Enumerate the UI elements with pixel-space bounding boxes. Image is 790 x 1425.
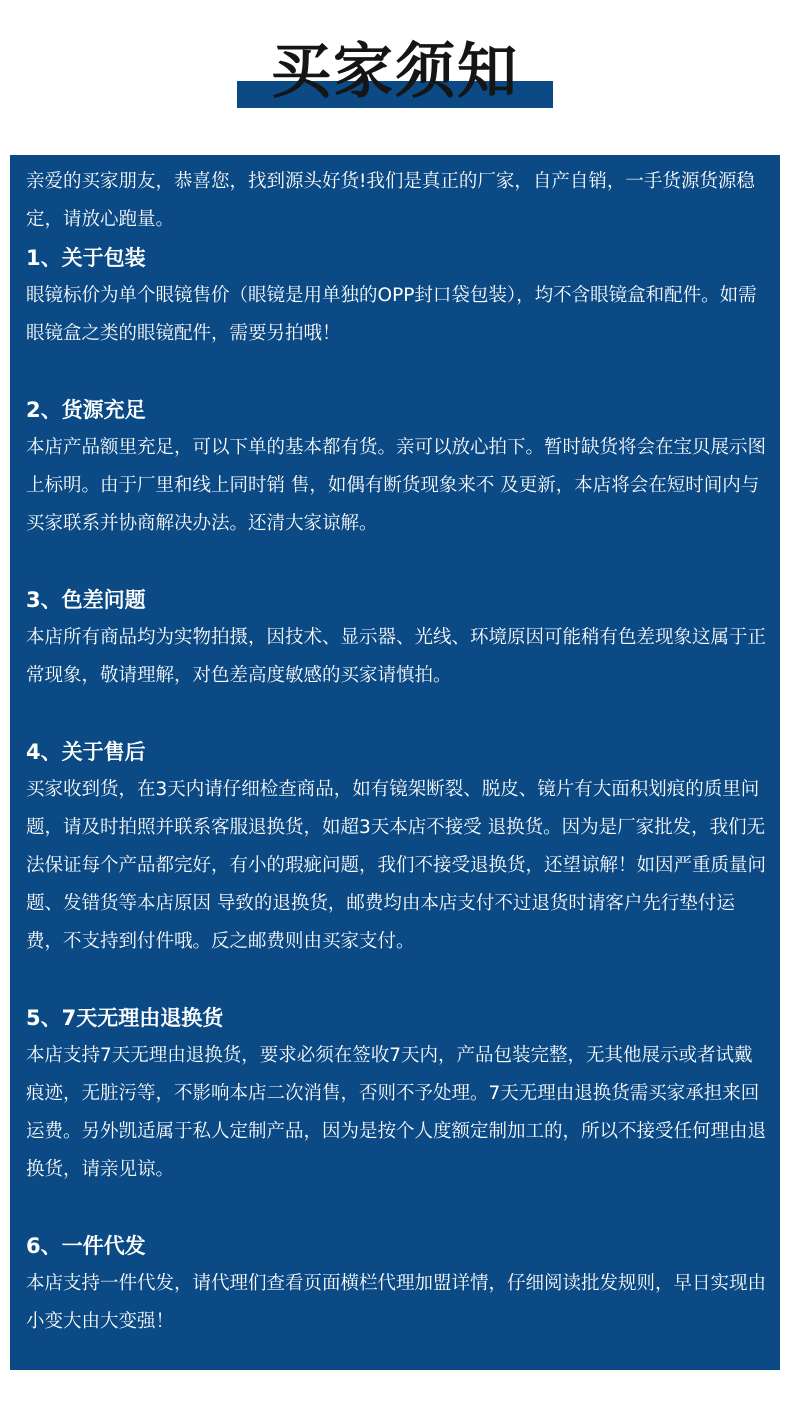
section-heading: 5、7天无理由退换货 <box>26 1006 224 1030</box>
section-color-difference <box>26 581 768 695</box>
section-body: 本店所有商品均为实物拍摄，因技术、显示器、光线、环境原因可能稍有色差现象这属于正常现象，敬请理解，对色差高度敏感的买家请慎拍。 <box>26 627 767 686</box>
section-after-sales <box>26 733 768 961</box>
section-body: 眼镜标价为单个眼镜售价（眼镜是用单独的OPP封口袋包装），均不含眼镜盒和配件。如需眼镜盒之类的眼镜配件，需要另拍哦！ <box>26 285 757 344</box>
section-body: 本店支持7天无理由退换货，要求必须在签收7天内，产品包装完整，无其他展示或者试戴痕迹，无脏污等，不影响本店二次消售，否则不予处理。7天无理由退换货需买家承担来回运费。另外凯适属于私人定制产品，因为是按个人度额定制加工的，所以不接受任何理由退换货，请亲见谅。 <box>26 1045 767 1180</box>
section-packaging <box>26 239 768 353</box>
section-heading: 1、关于包装 <box>26 246 146 270</box>
section-heading: 6、一件代发 <box>26 1234 146 1258</box>
intro-text: 亲爱的买家朋友，恭喜您，找到源头好货!我们是真正的厂家，自产自销，一手货源货源稳定，请放心跑量。 <box>26 171 755 230</box>
title-area <box>0 0 790 150</box>
notice-content <box>26 163 768 1341</box>
section-stock <box>26 391 768 543</box>
section-heading: 2、货源充足 <box>26 398 146 422</box>
section-body: 买家收到货，在3天内请仔细检查商品，如有镜架断裂、脱皮、镜片有大面积划痕的质里问题，请及时拍照并联系客服退换货，如超3天本店不接受 退换货。因为是厂家批发，我们无法保证每个产品都完好，有小的瑕疵问题，我们不接受退换货，还望谅解！如因严重质量问题、发错货等本店原因 导致的退换货，邮费均由本店支付不过退货时请客户先行垫付运费，不支持到付件哦。反之邮费则由买家支付。 <box>26 779 767 952</box>
notice-panel <box>10 155 780 1370</box>
section-body: 本店产品额里充足，可以下单的基本都有货。亲可以放心拍下。暂时缺货将会在宝贝展示图上标明。由于厂里和线上同时销 售，如偶有断货现象来不 及更新，本店将会在短时间内与买家联系并协商解决办法。还清大家谅解。 <box>26 437 767 534</box>
page-title: 买家须知 <box>271 37 519 107</box>
section-body: 本店支持一件代发，请代理们查看页面横栏代理加盟详情，仔细阅读批发规则，早日实现由小变大由大变强！ <box>26 1273 767 1332</box>
section-heading: 4、关于售后 <box>26 740 146 764</box>
section-heading: 3、色差问题 <box>26 588 146 612</box>
section-7-day-return <box>26 999 768 1189</box>
section-dropshipping <box>26 1227 768 1341</box>
